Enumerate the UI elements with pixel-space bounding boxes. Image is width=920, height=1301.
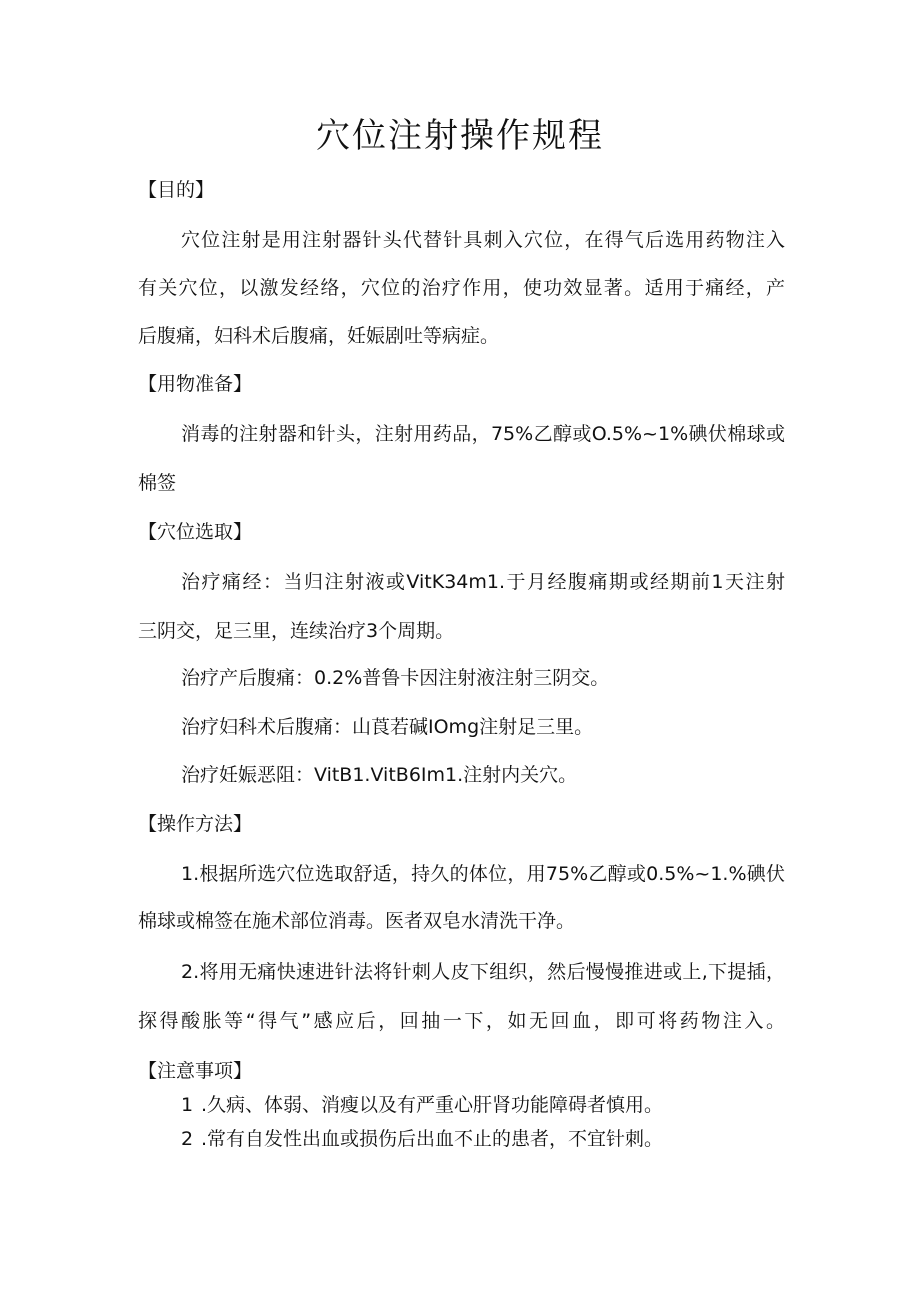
- list-item-number: 1: [181, 1094, 194, 1116]
- list-item-text: .久病、体弱、消瘦以及有严重心肝肾功能障碍者慎用。: [201, 1094, 664, 1116]
- section-heading-acupoints: 【穴位选取】: [138, 521, 253, 543]
- paragraph-line: 治疗妊娠恶阻：VitB1.VitB6Im1.注射内关穴。: [181, 764, 578, 786]
- paragraph-line: 棉球或棉签在施术部位消毒。医者双皂水清洗干净。: [138, 910, 576, 932]
- section-heading-purpose: 【目的】: [138, 179, 215, 201]
- paragraph-line: 2.将用无痛快速进针法将针刺人皮下组织，然后慢慢推进或上,下提插，: [181, 961, 785, 983]
- paragraph-line: 治疗妇科术后腹痛：山莨若碱IOmg注射足三里。: [181, 716, 594, 738]
- paragraph-line: 后腹痛，妇科术后腹痛，妊娠剧吐等病症。: [138, 325, 500, 347]
- section-heading-cautions: 【注意事项】: [138, 1060, 253, 1082]
- section-heading-method: 【操作方法】: [138, 813, 253, 835]
- paragraph-line: 有关穴位，以激发经络，穴位的治疗作用，使功效显著。适用于痛经，产: [138, 277, 785, 299]
- document-title: 穴位注射操作规程: [316, 116, 604, 156]
- paragraph-line: 治疗痛经：当归注射液或VitK34m1.于月经腹痛期或经期前1天注射: [181, 571, 785, 593]
- paragraph-line: 1.根据所选穴位选取舒适，持久的体位，用75%乙醇或0.5%~1.%碘伏: [181, 863, 785, 885]
- paragraph-line: 消毒的注射器和针头，注射用药品，75%乙醇或O.5%~1%碘伏棉球或: [181, 423, 785, 445]
- paragraph-line: 治疗产后腹痛：0.2%普鲁卡因注射液注射三阴交。: [181, 667, 610, 689]
- list-item: [181, 1091, 663, 1119]
- paragraph-line: 三阴交，足三里，连续治疗3个周期。: [138, 620, 455, 642]
- section-heading-supplies: 【用物准备】: [138, 373, 253, 395]
- list-item: [181, 1125, 663, 1153]
- paragraph-line: 棉签: [138, 472, 177, 494]
- paragraph-line: 穴位注射是用注射器针头代替针具刺入穴位，在得气后选用药物注入: [181, 229, 785, 251]
- paragraph-line: 探得酸胀等“得气”感应后，回抽一下，如无回血，即可将药物注入。: [138, 1010, 785, 1032]
- list-item-number: 2: [181, 1128, 194, 1150]
- list-item-text: .常有自发性出血或损伤后出血不止的患者，不宜针刺。: [201, 1128, 664, 1150]
